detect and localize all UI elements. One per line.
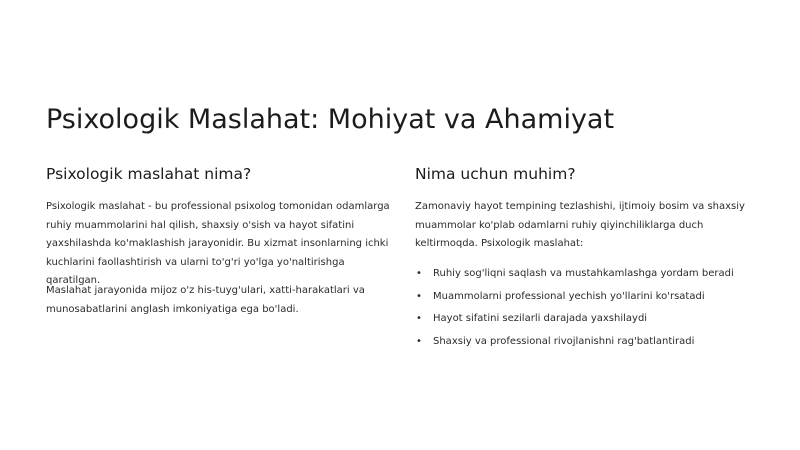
list-item bbox=[415, 308, 734, 331]
left-heading: Psixologik maslahat nima? bbox=[46, 165, 252, 183]
right-heading: Nima uchun muhim? bbox=[415, 165, 576, 183]
benefits-list bbox=[415, 263, 734, 353]
list-item bbox=[415, 286, 734, 309]
right-paragraph: Zamonaviy hayot tempining tezlashishi, ijtimoiy bosim va shaxsiy muammolar ko'plab odamlarni ruhiy qiyinchiliklarga duch keltirmoqda. Psixologik maslahat: bbox=[415, 201, 745, 249]
bullet-icon: • bbox=[416, 313, 422, 324]
list-item-text: Shaxsiy va professional rivojlanishni rag'batlantiradi bbox=[433, 335, 695, 347]
list-item bbox=[415, 331, 734, 354]
bullet-icon: • bbox=[416, 335, 422, 347]
left-paragraph-2: Maslahat jarayonida mijoz o'z his-tuyg'ulari, xatti-harakatlari va munosabatlarini anglash imkoniyatiga ega bo'ladi. bbox=[46, 285, 365, 315]
left-paragraph-1: Psixologik maslahat - bu professional psixolog tomonidan odamlarga ruhiy muammolarini hal qilish, shaxsiy o'sish va hayot sifatini yaxshilashda ko'maklashish jarayonidir. Bu xizmat insonlarning ichki kuchlarini faollashtirish va ularni to'g'ri yo'lga yo'naltirishga qaratilgan. bbox=[46, 201, 390, 286]
bullet-icon: • bbox=[416, 268, 422, 279]
left-column bbox=[46, 162, 391, 315]
bullet-icon: • bbox=[416, 290, 422, 302]
list-item bbox=[415, 263, 734, 286]
list-item-text: Hayot sifatini sezilarli darajada yaxshilaydi bbox=[433, 313, 648, 324]
list-item-text: Ruhiy sog'liqni saqlash va mustahkamlashga yordam beradi bbox=[433, 268, 734, 279]
slide-title: Psixologik Maslahat: Mohiyat va Ahamiyat bbox=[46, 104, 615, 135]
right-column bbox=[415, 162, 760, 347]
list-item-text: Muammolarni professional yechish yo'llarini ko'rsatadi bbox=[433, 290, 705, 302]
